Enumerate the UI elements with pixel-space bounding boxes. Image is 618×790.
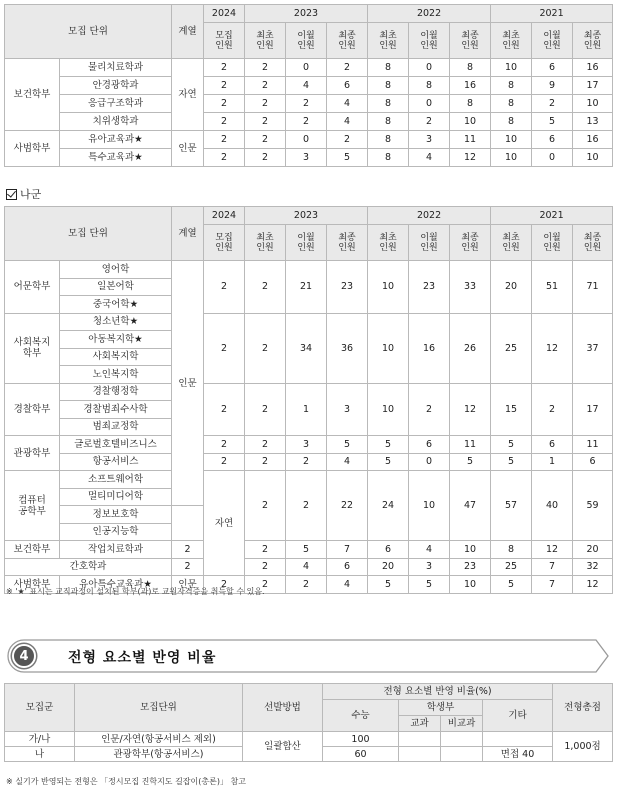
value-cell: 22 xyxy=(327,471,368,541)
field-cell: 자연 xyxy=(172,59,204,131)
division-cell: 사회복지 학부 xyxy=(5,313,60,383)
header-first: 최초 인원 xyxy=(368,225,409,261)
major-cell: 항공서비스 xyxy=(60,453,172,471)
value-cell: 4 xyxy=(327,95,368,113)
value-cell: 2 xyxy=(286,576,327,594)
cell-group: 나 xyxy=(5,747,75,762)
value-cell: 7 xyxy=(532,558,573,576)
value-cell: 10 xyxy=(450,541,491,559)
value-cell: 5 xyxy=(368,453,409,471)
value-cell: 23 xyxy=(409,261,450,314)
header-2022: 2022 xyxy=(368,5,491,23)
value-cell: 2 xyxy=(204,313,245,383)
header-first: 최초 인원 xyxy=(245,225,286,261)
value-cell: 9 xyxy=(532,77,573,95)
value-cell: 10 xyxy=(368,383,409,436)
value-cell: 11 xyxy=(573,436,613,454)
value-cell: 12 xyxy=(573,576,613,594)
value-cell: 0 xyxy=(286,131,327,149)
value-cell: 2 xyxy=(245,558,286,576)
header-carry: 이월 인원 xyxy=(286,225,327,261)
value-cell: 20 xyxy=(368,558,409,576)
value-cell: 8 xyxy=(450,95,491,113)
value-cell: 2 xyxy=(172,541,204,559)
major-cell: 소프트웨어학 xyxy=(60,471,172,489)
major-cell: 치위생학과 xyxy=(60,113,172,131)
cell-total: 1,000점 xyxy=(553,732,613,762)
value-cell: 24 xyxy=(368,471,409,541)
header-suneung: 수능 xyxy=(323,700,399,732)
header-first: 최초 인원 xyxy=(245,23,286,59)
table-row xyxy=(5,113,613,131)
recruitment-table-nagun xyxy=(4,206,613,594)
value-cell: 8 xyxy=(409,77,450,95)
value-cell: 2 xyxy=(409,383,450,436)
value-cell: 71 xyxy=(573,261,613,314)
value-cell: 2 xyxy=(245,95,286,113)
value-cell: 5 xyxy=(491,576,532,594)
value-cell: 6 xyxy=(573,453,613,471)
major-cell: 간호학과 xyxy=(5,558,172,576)
header-carry: 이월 인원 xyxy=(532,23,573,59)
value-cell: 2 xyxy=(245,576,286,594)
major-cell: 글로벌호텔비즈니스 xyxy=(60,436,172,454)
value-cell: 2 xyxy=(204,113,245,131)
header-field: 계열 xyxy=(172,207,204,261)
header-final: 최종 인원 xyxy=(573,23,613,59)
value-cell: 4 xyxy=(327,453,368,471)
header-ratio: 전형 요소별 반영 비율(%) xyxy=(323,684,553,700)
division-cell: 컴퓨터 공학부 xyxy=(5,471,60,541)
cell-unit: 관광학부(항공서비스) xyxy=(75,747,243,762)
value-cell: 2 xyxy=(204,95,245,113)
table-row xyxy=(5,383,613,401)
major-cell: 아동복지학★ xyxy=(60,331,172,349)
value-cell: 10 xyxy=(450,113,491,131)
value-cell: 2 xyxy=(204,77,245,95)
value-cell: 36 xyxy=(327,313,368,383)
header-2024: 2024 xyxy=(204,207,245,225)
value-cell: 8 xyxy=(368,113,409,131)
major-cell: 안경광학과 xyxy=(60,77,172,95)
table-row xyxy=(5,313,613,331)
value-cell: 2 xyxy=(245,541,286,559)
value-cell: 2 xyxy=(204,436,245,454)
major-cell: 물리치료학과 xyxy=(60,59,172,77)
header-2023: 2023 xyxy=(245,207,368,225)
value-cell: 5 xyxy=(491,436,532,454)
value-cell: 11 xyxy=(450,436,491,454)
cell-group: 가/나 xyxy=(5,732,75,747)
table-row xyxy=(5,558,613,576)
value-cell: 20 xyxy=(491,261,532,314)
major-cell: 작업치료학과 xyxy=(60,541,172,559)
value-cell: 17 xyxy=(573,383,613,436)
field-cell: 인문 xyxy=(172,576,204,594)
value-cell: 2 xyxy=(204,149,245,167)
cell-nonsubject xyxy=(441,732,483,747)
section-number-badge: 4 xyxy=(12,644,36,668)
header-final: 최종 인원 xyxy=(450,225,491,261)
nagun-label xyxy=(6,186,41,202)
value-cell: 23 xyxy=(327,261,368,314)
table-row xyxy=(5,436,613,454)
value-cell: 10 xyxy=(450,576,491,594)
value-cell: 4 xyxy=(409,149,450,167)
value-cell: 5 xyxy=(491,453,532,471)
table-row xyxy=(5,95,613,113)
division-cell: 사범학부 xyxy=(5,576,60,594)
field-cell: 인문 xyxy=(172,261,204,506)
value-cell: 8 xyxy=(368,95,409,113)
cell-nonsubject xyxy=(441,747,483,762)
table-row xyxy=(5,59,613,77)
major-cell: 특수교육과★ xyxy=(60,149,172,167)
value-cell: 2 xyxy=(204,453,245,471)
value-cell: 2 xyxy=(204,59,245,77)
major-cell: 유아교육과★ xyxy=(60,131,172,149)
header-first: 최초 인원 xyxy=(368,23,409,59)
major-cell: 범죄교정학 xyxy=(60,418,172,436)
header-unit: 모집 단위 xyxy=(5,207,172,261)
value-cell: 8 xyxy=(491,113,532,131)
section-title: 전형 요소별 반영 비율 xyxy=(68,650,217,666)
table-row xyxy=(5,471,613,489)
value-cell: 34 xyxy=(286,313,327,383)
value-cell: 23 xyxy=(450,558,491,576)
value-cell: 2 xyxy=(409,113,450,131)
field-cell: 인문 xyxy=(172,131,204,167)
value-cell: 51 xyxy=(532,261,573,314)
value-cell: 8 xyxy=(368,77,409,95)
value-cell: 6 xyxy=(327,77,368,95)
value-cell: 12 xyxy=(532,541,573,559)
major-cell: 청소년학★ xyxy=(60,313,172,331)
cell-unit: 인문/자연(항공서비스 제외) xyxy=(75,732,243,747)
value-cell: 5 xyxy=(532,113,573,131)
recruitment-table-gagun xyxy=(4,4,613,167)
value-cell: 4 xyxy=(409,541,450,559)
value-cell: 5 xyxy=(327,436,368,454)
header-recruit: 모집 인원 xyxy=(204,225,245,261)
value-cell: 2 xyxy=(204,131,245,149)
value-cell: 5 xyxy=(286,541,327,559)
value-cell: 2 xyxy=(532,95,573,113)
header-first: 최초 인원 xyxy=(491,225,532,261)
checkbox-icon xyxy=(6,189,17,200)
value-cell: 7 xyxy=(532,576,573,594)
value-cell: 7 xyxy=(327,541,368,559)
value-cell: 2 xyxy=(204,383,245,436)
cell-suneung: 60 xyxy=(323,747,399,762)
major-cell: 일본어학 xyxy=(60,278,172,296)
value-cell: 8 xyxy=(368,59,409,77)
header-carry: 이월 인원 xyxy=(286,23,327,59)
value-cell: 25 xyxy=(491,558,532,576)
header-2023: 2023 xyxy=(245,5,368,23)
value-cell: 8 xyxy=(491,77,532,95)
header-carry: 이월 인원 xyxy=(409,225,450,261)
value-cell: 3 xyxy=(409,131,450,149)
cell-etc xyxy=(483,732,553,747)
cell-subject xyxy=(399,747,441,762)
division-cell: 보건학부 xyxy=(5,541,60,559)
major-cell: 인공지능학 xyxy=(60,523,172,541)
value-cell: 2 xyxy=(245,436,286,454)
field-cell: 자연 xyxy=(204,471,245,576)
value-cell: 2 xyxy=(245,471,286,541)
major-cell: 응급구조학과 xyxy=(60,95,172,113)
header-unit: 모집 단위 xyxy=(5,5,172,59)
value-cell: 5 xyxy=(368,436,409,454)
value-cell: 4 xyxy=(327,576,368,594)
value-cell: 1 xyxy=(286,383,327,436)
value-cell: 0 xyxy=(532,149,573,167)
value-cell: 6 xyxy=(327,558,368,576)
value-cell: 10 xyxy=(368,261,409,314)
value-cell: 4 xyxy=(286,77,327,95)
major-cell: 노인복지학 xyxy=(60,366,172,384)
value-cell: 6 xyxy=(368,541,409,559)
nagun-text: 나군 xyxy=(20,188,42,201)
value-cell: 20 xyxy=(573,541,613,559)
value-cell: 11 xyxy=(450,131,491,149)
header-total: 전형총점 xyxy=(553,684,613,732)
value-cell: 2 xyxy=(172,558,204,576)
value-cell: 40 xyxy=(532,471,573,541)
value-cell: 10 xyxy=(573,149,613,167)
value-cell: 8 xyxy=(491,95,532,113)
header-final: 최종 인원 xyxy=(327,23,368,59)
major-cell: 경찰행정학 xyxy=(60,383,172,401)
value-cell: 10 xyxy=(573,95,613,113)
value-cell: 16 xyxy=(573,131,613,149)
header-carry: 이월 인원 xyxy=(532,225,573,261)
value-cell: 2 xyxy=(245,113,286,131)
value-cell: 2 xyxy=(204,576,245,594)
value-cell: 32 xyxy=(573,558,613,576)
value-cell: 8 xyxy=(491,541,532,559)
division-cell: 어문학부 xyxy=(5,261,60,314)
value-cell: 12 xyxy=(450,383,491,436)
value-cell: 2 xyxy=(245,59,286,77)
header-unit: 모집단위 xyxy=(75,684,243,732)
value-cell: 2 xyxy=(245,383,286,436)
value-cell: 57 xyxy=(491,471,532,541)
value-cell: 25 xyxy=(491,313,532,383)
value-cell: 2 xyxy=(286,453,327,471)
major-cell: 정보보호학 xyxy=(60,506,172,524)
header-field: 계열 xyxy=(172,5,204,59)
major-cell: 중국어학★ xyxy=(60,296,172,314)
table-row xyxy=(5,453,613,471)
value-cell: 2 xyxy=(286,471,327,541)
header-2024: 2024 xyxy=(204,5,245,23)
cell-suneung: 100 xyxy=(323,732,399,747)
value-cell: 0 xyxy=(409,453,450,471)
header-carry: 이월 인원 xyxy=(409,23,450,59)
header-group: 모집군 xyxy=(5,684,75,732)
header-method: 선발방법 xyxy=(243,684,323,732)
table-row xyxy=(5,541,613,559)
value-cell: 10 xyxy=(409,471,450,541)
division-cell: 경찰학부 xyxy=(5,383,60,436)
value-cell: 2 xyxy=(327,59,368,77)
footnote-practical: ※ 실기가 반영되는 전형은 「정시모집 진학지도 길잡이(총론)」 참고 xyxy=(6,777,246,786)
value-cell: 8 xyxy=(450,59,491,77)
section-4-header xyxy=(6,638,610,674)
header-final: 최종 인원 xyxy=(450,23,491,59)
value-cell: 8 xyxy=(368,149,409,167)
value-cell: 2 xyxy=(245,149,286,167)
value-cell: 3 xyxy=(409,558,450,576)
table-row xyxy=(5,77,613,95)
value-cell: 16 xyxy=(573,59,613,77)
value-cell: 6 xyxy=(532,59,573,77)
header-first: 최초 인원 xyxy=(491,23,532,59)
value-cell: 6 xyxy=(532,131,573,149)
value-cell: 10 xyxy=(491,149,532,167)
value-cell: 2 xyxy=(245,77,286,95)
value-cell: 2 xyxy=(245,453,286,471)
value-cell: 4 xyxy=(286,558,327,576)
value-cell: 5 xyxy=(368,576,409,594)
value-cell: 1 xyxy=(532,453,573,471)
header-recruit: 모집 인원 xyxy=(204,23,245,59)
cell-subject xyxy=(399,732,441,747)
division-cell: 사범학부 xyxy=(5,131,60,167)
header-final: 최종 인원 xyxy=(327,225,368,261)
major-cell: 경찰범죄수사학 xyxy=(60,401,172,419)
value-cell: 2 xyxy=(327,131,368,149)
value-cell: 37 xyxy=(573,313,613,383)
value-cell: 47 xyxy=(450,471,491,541)
value-cell: 0 xyxy=(409,59,450,77)
value-cell: 0 xyxy=(409,95,450,113)
header-subject: 교과 xyxy=(399,716,441,732)
value-cell: 26 xyxy=(450,313,491,383)
value-cell: 2 xyxy=(286,113,327,131)
value-cell: 10 xyxy=(491,59,532,77)
header-etc: 기타 xyxy=(483,700,553,732)
header-school-record: 학생부 xyxy=(399,700,483,716)
cell-etc: 면접 40 xyxy=(483,747,553,762)
value-cell: 3 xyxy=(286,436,327,454)
major-cell: 사회복지학 xyxy=(60,348,172,366)
value-cell: 3 xyxy=(327,383,368,436)
major-cell: 멀티미디어학 xyxy=(60,488,172,506)
value-cell: 16 xyxy=(409,313,450,383)
table-row xyxy=(5,149,613,167)
value-cell: 2 xyxy=(204,261,245,314)
header-2021: 2021 xyxy=(491,207,613,225)
value-cell: 2 xyxy=(245,313,286,383)
header-final: 최종 인원 xyxy=(573,225,613,261)
value-cell: 0 xyxy=(286,59,327,77)
value-cell: 16 xyxy=(450,77,491,95)
footnote-star: ※ '★' 표시는 교직과정이 설치된 학부(과)로 교원자격증을 취득할 수 있음. xyxy=(6,587,265,596)
value-cell: 15 xyxy=(491,383,532,436)
value-cell: 59 xyxy=(573,471,613,541)
value-cell: 17 xyxy=(573,77,613,95)
value-cell: 13 xyxy=(573,113,613,131)
major-cell: 유아특수교육과★ xyxy=(60,576,172,594)
table-row xyxy=(5,131,613,149)
value-cell: 8 xyxy=(368,131,409,149)
value-cell: 2 xyxy=(286,95,327,113)
header-2021: 2021 xyxy=(491,5,613,23)
table-row xyxy=(5,261,613,279)
division-cell: 보건학부 xyxy=(5,59,60,131)
major-cell: 영어학 xyxy=(60,261,172,279)
value-cell: 5 xyxy=(327,149,368,167)
value-cell: 10 xyxy=(368,313,409,383)
header-nonsubject: 비교과 xyxy=(441,716,483,732)
value-cell: 4 xyxy=(327,113,368,131)
header-2022: 2022 xyxy=(368,207,491,225)
value-cell: 10 xyxy=(491,131,532,149)
value-cell: 33 xyxy=(450,261,491,314)
value-cell: 2 xyxy=(532,383,573,436)
value-cell: 21 xyxy=(286,261,327,314)
division-cell: 관광학부 xyxy=(5,436,60,471)
value-cell: 6 xyxy=(532,436,573,454)
value-cell: 6 xyxy=(409,436,450,454)
value-cell: 5 xyxy=(409,576,450,594)
value-cell: 12 xyxy=(532,313,573,383)
value-cell: 12 xyxy=(450,149,491,167)
value-cell: 5 xyxy=(450,453,491,471)
cell-method: 일괄합산 xyxy=(243,732,323,762)
value-cell: 3 xyxy=(286,149,327,167)
ratio-table xyxy=(4,683,613,762)
value-cell: 2 xyxy=(245,261,286,314)
value-cell: 2 xyxy=(245,131,286,149)
